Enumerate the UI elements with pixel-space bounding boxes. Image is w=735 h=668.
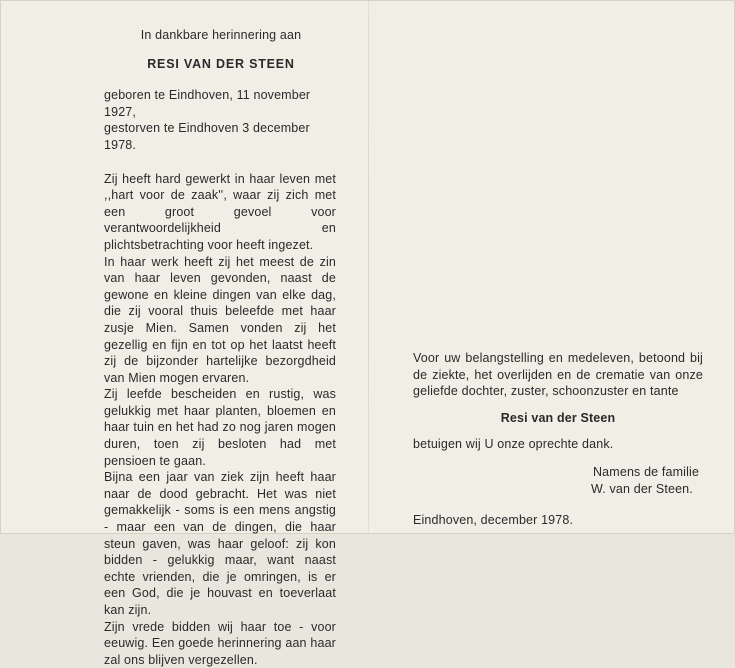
signature-line-2: W. van der Steen.	[591, 481, 693, 496]
left-page	[104, 27, 336, 668]
intro-text: In dankbare herinnering aan	[140, 28, 302, 42]
paragraph-5: Zijn vrede bidden wij haar toe - voor eeuwig. Een goede herinnering aan haar zal ons blijven vergezellen.	[104, 619, 336, 667]
death-line: gestorven te Eindhoven 3 december 1978.	[104, 121, 310, 152]
paragraph-2: In haar werk heeft zij het meest de zin van haar leven gevonden, naast de gewone en kleine dingen van elke dag, die zij vooral thuis beleefde met haar zusje Mien. Samen vonden zij het gezellig en fijn en tot op het laatst heeft zij de bijzonder hartelijke bezorgdheid van Mien mogen ervaren.	[104, 254, 336, 385]
deceased-name-heading: RESI VAN DER STEEN	[147, 56, 295, 71]
signature-line-1: Namens de familie	[593, 464, 700, 479]
thanks-text: Voor uw belangstelling en medeleven, betoond bij de ziekte, het overlijden en de crematie van onze geliefde dochter, zuster, schoonzuster en tante	[413, 351, 703, 399]
life-dates	[104, 87, 336, 153]
gratitude-text: betuigen wij U onze oprechte dank.	[413, 437, 614, 452]
birth-line: geboren te Eindhoven, 11 november 1927,	[104, 88, 311, 119]
paragraph-1: Zij heeft hard gewerkt in haar leven met ,,hart voor de zaak'', waar zij zich met een groot gevoel voor verantwoordelijkheid en plichtsbetrachting voor heeft ingezet.	[104, 171, 336, 252]
deceased-name: Resi van der Steen	[500, 410, 616, 425]
paragraph-3: Zij leefde bescheiden en rustig, was gelukkig met haar planten, bloemen en haar tuin en het had zo nog jaren mogen duren, toen zij besloten had met pensioen te gaan.	[104, 387, 336, 468]
right-page	[413, 350, 703, 529]
card-fold	[368, 1, 369, 535]
paragraph-4: Bijna een jaar van ziek zijn heeft haar naar de dood gebracht. Het was niet gemakkelijk - soms is een mens angstig - maar een van de dingen, die haar steun gaven, was haar geloof: zij kon bidden - gelukkig maar, want naast echte vrienden, die je omringen, is er een God, die je houvast en toeverlaat kan zijn.	[104, 470, 336, 617]
place-date: Eindhoven, december 1978.	[413, 513, 574, 528]
